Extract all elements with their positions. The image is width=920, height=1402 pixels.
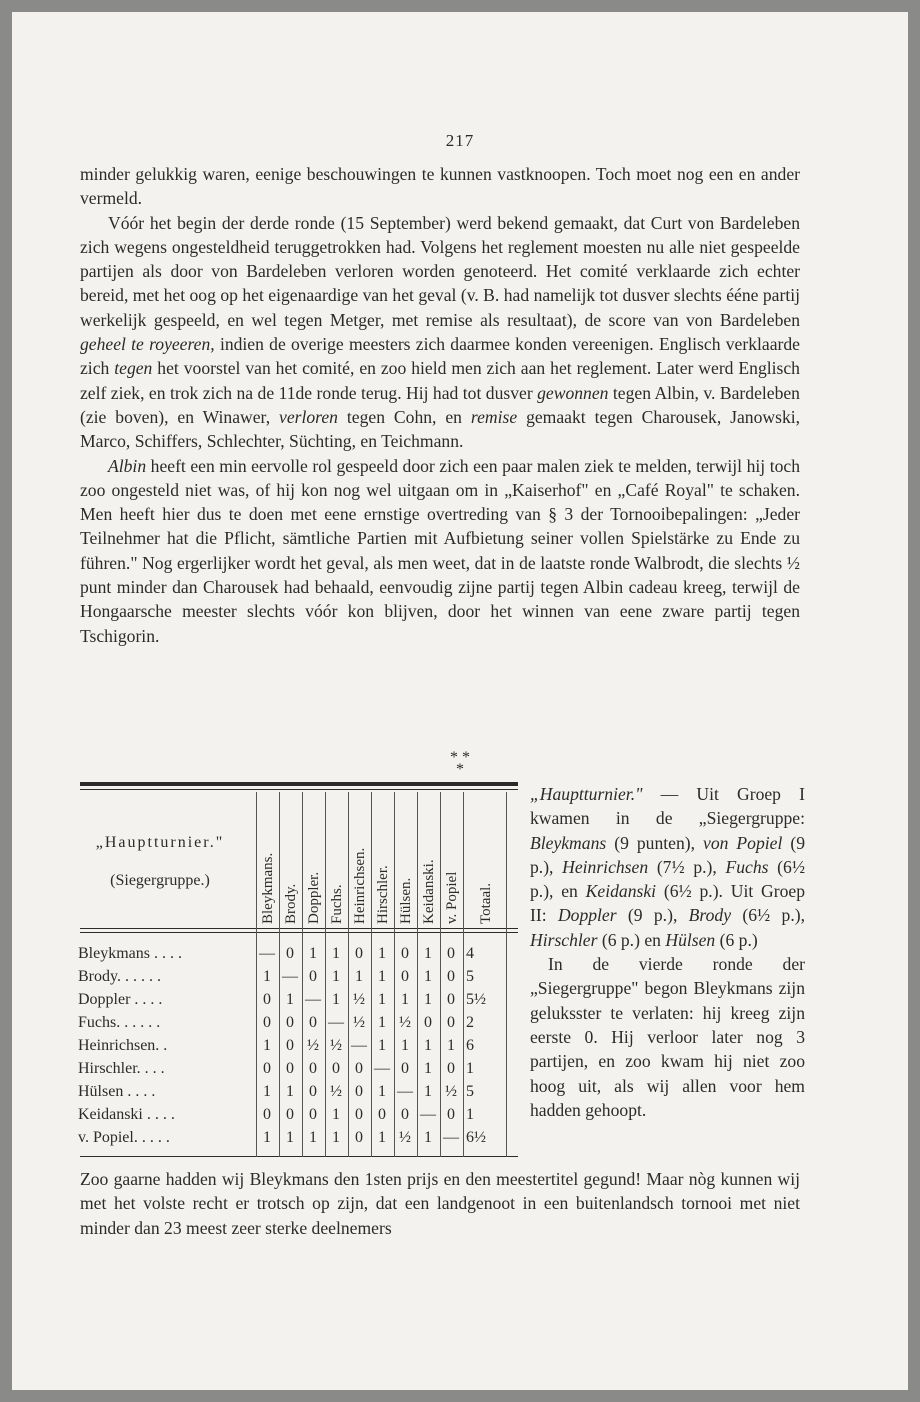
table-header-rule-2 [80,932,518,933]
score-cell: 1 [332,1106,340,1123]
table-row [78,991,518,1013]
table-top-rule-thin [80,789,518,790]
score-cell: 1 [309,945,317,962]
score-cell: 1 [378,991,386,1008]
player-name: Brody. . . . . . [78,968,161,985]
score-cell: 0 [355,1106,363,1123]
score-cell: 1 [447,1037,455,1054]
score-cell: ½ [353,1014,365,1031]
table-row [78,945,518,967]
score-cell: 0 [309,968,317,985]
player-name: Heinrichsen. . [78,1037,168,1054]
score-cell: — [282,968,298,985]
side-paragraph-1: „Hauptturnier." — Uit Groep I kwamen in de „Siegergruppe: Bleykmans (9 punten), von Popiel (9 p.), Heinrichsen (7½ p.), Fuchs (6½ p.), en Keidanski (6½ p.). Uit Groep II: Doppler (9 p.), Brody (6½ p.), Hirschler (6 p.) en Hülsen (6 p.) [530,784,806,950]
score-cell: 0 [447,945,455,962]
table-row [78,1014,518,1036]
book-page: 217 minder gelukkig waren, eenige beschouwingen te kunnen vastknoopen. Toch moet nog een en ander vermeld. Vóór het begin der derde ronde (15 September) werd bekend gemaakt, dat Curt von Bardeleben zich wegens ongesteldheid teruggetrokken had. Volgens het reglement moesten nu alle niet gespeelde partijen als door von Bardeleben verloren worden genoteerd. Het comité verklaarde zich echter bereid, met het oog op het eigenaardige van het geval (v. B. had namelijk tot dusver slechts ééne partij werkelijk gespeeld, en wel tegen Metger, met remise als resultaat), de score van von Bardeleben geheel te royeeren, indien de overige meesters zich daarmee konden vereenigen. Englisch verklaarde zich tegen het voorstel van het comité, en zoo hield men zich aan het reglement. Later werd Englisch zelf ziek, en trok zich na de 11de ronde terug. Hij had tot dusver gewonnen tegen Albin, v. Bardeleben (zie boven), en Winawer, verloren tegen Cohn, en remise gemaakt tegen Charousek, Janowski, Marco, Schiffers, Schlechter, Süchting, en Teichmann. Albin heeft een min eervolle rol gespeeld door zich een paar malen ziek te melden, terwijl hij toch zoo ongesteld niet was, of hij kon nog wel uitgaan om in „Kaiserhof" en „Café Royal" te schaken. Men heeft hier dus te doen met eene ernstige overtreding van § 3 der Tornooibepalingen: „Jeder Teilnehmer hat die Pflicht, sämtliche Partien mit Aufbietung seiner vollen Spielstärke zu Ende zu führen." Nog ergerlijker wordt het geval, als men weet, dat in de laatste ronde Walbrodt, die slechts ½ punt minder dan Charousek had behaald, eenvoudig zijne partij tegen Albin cadeau kreeg, terwijl de Hongaarsche meester slechts vóór kon blijven, door het winnen van eene zware partij tegen Tschigorin. * * * „Hauptturnier." (Siegergruppe.) Bleykmans. Brody. Doppler. Fuchs. Heinrichsen. Hirschler. Hülsen. Keidanski. v. Popiel Totaal. Bleykmans . . . . — 0 1 1 0 1 0 1 0 4 Brody. . . . . . 1 — 0 1 1 1 0 1 0 5 Doppler . . . . 0 1 — 1 ½ 1 1 1 0 5½ Fuchs. . . . . . 0 0 0 — ½ 1 ½ 0 0 2 Heinrichsen. . 1 0 ½ ½ — 1 1 1 1 6 Hirschler. . . . 0 0 0 0 0 — 0 1 0 1 Hülsen . . . . 1 1 0 ½ 0 1 — 1 ½ 5 Keidanski . . . . 0 0 0 1 0 0 0 — 0 1 v. Popiel. . . . . 1 1 1 1 0 1 ½ 1 — 6½ „Hauptturnier." — Uit Groep I kwamen in de „Siegergruppe: Bleykmans (9 punten), von Popiel (9 p.), Heinrichsen (7½ p.), Fuchs (6½ p.), en Keidanski (6½ p.). Uit Groep II: Doppler (9 p.), Brody (6½ p.), Hirschler (6 p.) en Hülsen (6 p.) In de vierde ronde der „Siegergruppe" begon Bleykmans zijn geluksster te verlaten: hij kreeg zijn eerste 0. Hij verloor later nog 3 partijen, en zoo kwam hij niet zoo hoog uit, als wij allen voor hem hadden gehoopt. Zoo gaarne hadden wij Bleykmans den 1sten prijs en den meestertitel gegund! Maar nòg kunnen wij met het volste recht er trotsch op zijn, dat een landgenoot in een buitenlandsch tornooi met niet minder dan 23 meest zeer sterke deelnemers [12,12,908,1390]
score-cell: 1 [286,1083,294,1100]
score-cell: 1 [332,1129,340,1146]
score-cell: 1 [424,968,432,985]
side-text [530,782,805,1122]
section-divider-stars: * * * [450,749,470,778]
total-cell: 5 [466,968,474,985]
player-name: Keidanski . . . . [78,1106,175,1123]
score-cell: — [259,945,275,962]
score-cell: 1 [286,1129,294,1146]
score-cell: 1 [378,1014,386,1031]
table-bottom-rule [80,1156,518,1157]
bottom-paragraph: Zoo gaarne hadden wij Bleykmans den 1sten prijs en den meestertitel gegund! Maar nòg kunnen wij met het volste recht er trotsch op zijn, dat een landgenoot in een buitenlandsch tornooi met niet minder dan 23 meest zeer sterke deelnemers [80,1169,800,1238]
score-cell: 0 [286,1037,294,1054]
score-cell: — [328,1014,344,1031]
score-cell: 0 [447,1014,455,1031]
player-name: Hülsen . . . . [78,1083,156,1100]
score-cell: 1 [332,968,340,985]
total-cell: 2 [466,1014,474,1031]
score-cell: 1 [401,1037,409,1054]
total-cell: 5½ [466,991,486,1008]
score-cell: 0 [309,1014,317,1031]
total-cell: 4 [466,945,474,962]
score-cell: 1 [263,1083,271,1100]
paragraph-1: minder gelukkig waren, eenige beschouwingen te kunnen vastknoopen. Toch moet nog een en ander vermeld. [80,164,800,209]
table-title: „Hauptturnier." [95,834,225,851]
score-cell: 0 [355,1060,363,1077]
score-cell: 0 [309,1083,317,1100]
score-cell: — [351,1037,367,1054]
score-cell: 1 [378,1083,386,1100]
total-cell: 5 [466,1083,474,1100]
score-cell: 0 [355,1129,363,1146]
score-cell: — [374,1060,390,1077]
score-cell: 0 [401,968,409,985]
score-cell: 0 [263,991,271,1008]
score-cell: — [305,991,321,1008]
score-cell: ½ [330,1083,342,1100]
score-cell: 1 [286,991,294,1008]
score-cell: 1 [401,991,409,1008]
score-cell: 1 [263,1129,271,1146]
score-cell: 1 [424,945,432,962]
score-cell: 0 [286,1060,294,1077]
score-cell: 0 [447,1106,455,1123]
body-text [80,162,800,648]
player-name: v. Popiel. . . . . [78,1129,170,1146]
score-cell: 1 [378,1129,386,1146]
score-cell: 1 [424,1083,432,1100]
table-subtitle: (Siegergruppe.) [110,872,210,889]
score-cell: 0 [447,1060,455,1077]
score-cell: ½ [445,1083,457,1100]
score-cell: 0 [286,945,294,962]
score-cell: — [443,1129,459,1146]
score-cell: — [420,1106,436,1123]
side-paragraph-2: In de vierde ronde der „Siegergruppe" begon Bleykmans zijn geluksster te verlaten: hij kreeg zijn eerste 0. Hij verloor later nog 3 partijen, en zoo kwam hij niet zoo hoog uit, als wij allen voor hem hadden gehoopt. [530,954,805,1120]
table-row [78,1083,518,1105]
total-cell: 6 [466,1037,474,1054]
score-cell: 0 [309,1106,317,1123]
score-cell: ½ [330,1037,342,1054]
total-cell: 1 [466,1060,474,1077]
player-name: Doppler . . . . [78,991,163,1008]
score-cell: 0 [286,1014,294,1031]
score-cell: 1 [424,1129,432,1146]
score-cell: 0 [309,1060,317,1077]
score-cell: 1 [309,1129,317,1146]
score-cell: 1 [263,968,271,985]
table-row [78,1129,518,1151]
paragraph-3: Albin heeft een min eervolle rol gespeeld door zich een paar malen ziek te melden, terwijl hij toch zoo ongesteld niet was, of hij kon nog wel uitgaan om in „Kaiserhof" en „Café Royal" te schaken. Men heeft hier dus te doen met eene ernstige overtreding van § 3 der Tornooibepalingen: „Jeder Teilnehmer hat die Pflicht, sämtliche Partien mit Aufbietung seiner vollen Spielstärke zu Ende zu führen." Nog ergerlijker wordt het geval, als men weet, dat in de laatste ronde Walbrodt, die slechts ½ punt minder dan Charousek had behaald, eenvoudig zijne partij tegen Albin cadeau kreeg, terwijl de Hongaarsche meester slechts vóór kon blijven, door het winnen van eene zware partij tegen Tschigorin. [80,455,800,646]
total-cell: 6½ [466,1129,486,1146]
score-cell: ½ [307,1037,319,1054]
page-number: 217 [445,131,475,150]
score-cell: 0 [401,1060,409,1077]
score-cell: 1 [378,968,386,985]
score-cell: 0 [263,1014,271,1031]
player-name: Fuchs. . . . . . [78,1014,161,1031]
score-cell: ½ [399,1014,411,1031]
table-row [78,1037,518,1059]
table-row [78,1106,518,1128]
total-cell: 1 [466,1106,474,1123]
score-cell: 1 [332,991,340,1008]
score-cell: 0 [424,1014,432,1031]
score-cell: 0 [447,968,455,985]
score-cell: 0 [263,1106,271,1123]
score-cell: 0 [447,991,455,1008]
score-cell: 1 [424,1037,432,1054]
score-cell: 0 [355,1083,363,1100]
table-row [78,968,518,990]
score-cell: 0 [263,1060,271,1077]
score-cell: 1 [424,1060,432,1077]
bottom-text [80,1167,800,1240]
score-cell: ½ [399,1129,411,1146]
player-name: Hirschler. . . . [78,1060,165,1077]
paragraph-2: Vóór het begin der derde ronde (15 September) werd bekend gemaakt, dat Curt von Bardeleben zich wegens ongesteldheid teruggetrokken had. Volgens het reglement moesten nu alle niet gespeelde partijen als door von Bardeleben verloren worden genoteerd. Het comité verklaarde zich echter bereid, met het oog op het eigenaardige van het geval (v. B. had namelijk tot dusver slechts ééne partij werkelijk gespeeld, en wel tegen Metger, met remise als resultaat), de score van von Bardeleben geheel te royeeren, indien de overige meesters zich daarmee konden vereenigen. Englisch verklaarde zich tegen het voorstel van het comité, en zoo hield men zich aan het reglement. Later werd Englisch zelf ziek, en trok zich na de 11de ronde terug. Hij had tot dusver gewonnen tegen Albin, v. Bardeleben (zie boven), en Winawer, verloren tegen Cohn, en remise gemaakt tegen Charousek, Janowski, Marco, Schiffers, Schlechter, Süchting, en Teichmann. [80,212,801,452]
table-top-rule [80,782,518,786]
score-cell: 1 [263,1037,271,1054]
score-cell: 0 [401,945,409,962]
table-header-rule [80,928,518,929]
table-row [78,1060,518,1082]
score-cell: 1 [378,1037,386,1054]
score-cell: 0 [378,1106,386,1123]
score-cell: 0 [401,1106,409,1123]
score-cell: 1 [355,968,363,985]
score-cell: 0 [332,1060,340,1077]
score-cell: ½ [353,991,365,1008]
score-cell: 0 [286,1106,294,1123]
score-cell: 1 [424,991,432,1008]
score-cell: 0 [355,945,363,962]
player-name: Bleykmans . . . . [78,945,182,962]
score-cell: — [397,1083,413,1100]
score-cell: 1 [332,945,340,962]
score-cell: 1 [378,945,386,962]
